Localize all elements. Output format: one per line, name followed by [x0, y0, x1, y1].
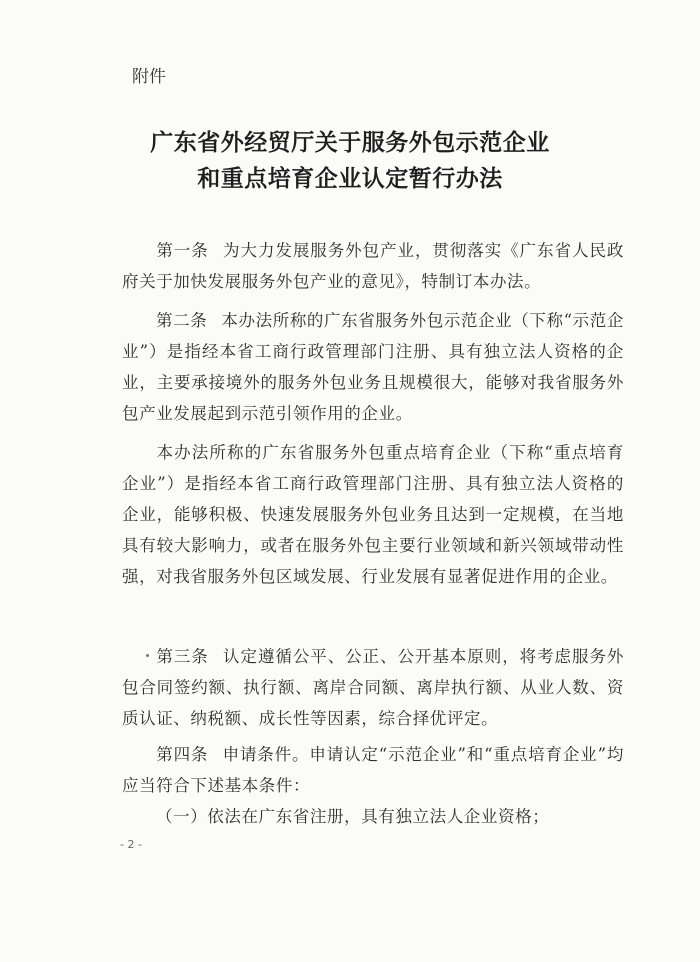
article-2-label: 第二条 [156, 311, 208, 330]
article-1 [122, 235, 624, 297]
article-1-text: 为大力发展服务外包产业，贯彻落实《广东省人民政府关于加快发展服务外包产业的意见》，特制订本办法。 [122, 241, 624, 291]
article-4-text: 申请条件。申请认定“示范企业”和“重点培育企业”均应当符合下述基本条件： [122, 745, 624, 795]
article-1-label: 第一条 [156, 241, 209, 260]
attachment-label: 附件 [132, 67, 166, 87]
article-2-paragraph-2 [122, 437, 624, 592]
article-2-paragraph-2-text: 本办法所称的广东省服务外包重点培育企业（下称“重点培育企业”）是指经本省工商行政管理部门注册、具有独立法人资格的企业，能够积极、快速发展服务外包业务且达到一定规模，在当地具有较大影响力，或者在服务外包主要行业领域和新兴领域带动性强，对我省服务外包区域发展、行业发展有显著促进作用的企业。 [122, 443, 624, 586]
article-2 [122, 305, 624, 429]
page-number: - 2 - [120, 838, 142, 851]
article-3 [122, 641, 624, 734]
document-title-line-2: 和重点培育企业认定暂行办法 [197, 166, 503, 192]
article-2-text: 本办法所称的广东省服务外包示范企业（下称“示范企业”）是指经本省工商行政管理部门注册、具有独立法人资格的企业，主要承接境外的服务外包业务且规模很大，能够对我省服务外包产业发展起到示范引领作用的企业。 [122, 311, 624, 423]
document-title-line-1: 广东省外经贸厅关于服务外包示范企业 [150, 130, 550, 156]
article-3-text: 认定遵循公平、公正、公开基本原则，将考虑服务外包合同签约额、执行额、离岸合同额、离岸执行额、从业人数、资质认证、纳税额、成长性等因素，综合择优评定。 [122, 647, 624, 728]
article-4 [122, 739, 624, 801]
article-4-item-1 [122, 801, 624, 832]
article-4-label: 第四条 [156, 745, 209, 764]
article-3-label: 第三条 [156, 647, 209, 666]
article-4-item-1-text: （一）依法在广东省注册，具有独立法人企业资格； [156, 807, 550, 826]
